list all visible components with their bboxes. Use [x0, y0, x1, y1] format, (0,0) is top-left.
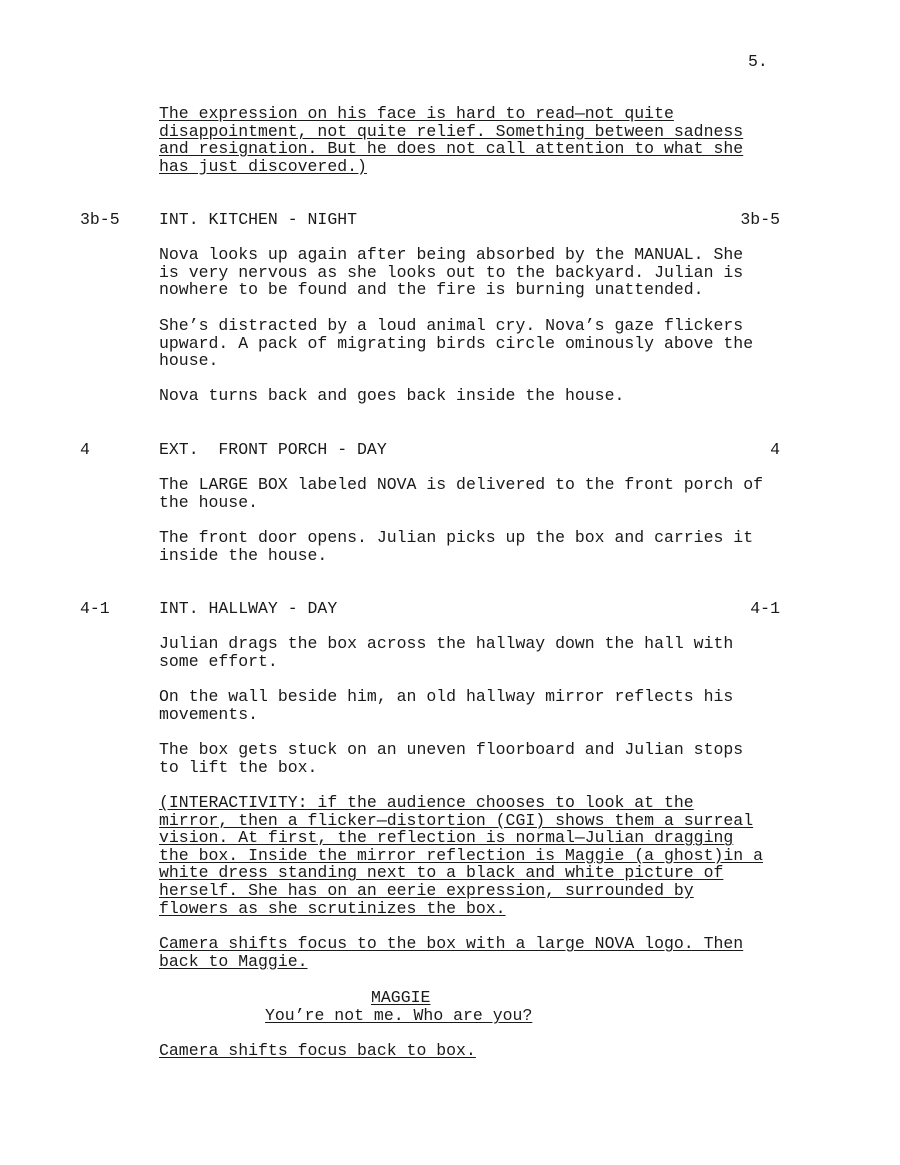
action-paragraph: Julian drags the box across the hallway down the hall with some effort. — [159, 634, 734, 671]
scene-number-left: 3b-5 — [80, 210, 120, 229]
action-intro: The expression on his face is hard to read—not quite disappointment, not quite relief. Something between sadness and resignation. But he does not call attention to what she has just discovered.) — [159, 104, 744, 176]
dialogue-line: You’re not me. Who are you? — [265, 1006, 533, 1025]
action-paragraph: Camera shifts focus to the box with a large NOVA logo. Then back to Maggie. — [159, 934, 744, 971]
interactivity-note: (INTERACTIVITY: if the audience chooses to look at the mirror, then a flicker—distortion (CGI) shows them a surreal vision. At first, the reflection is normal—Julian dragging the box. Inside the mirror reflection is Maggie (a ghost)in a white dress standing next to a black and white picture of herself. She has on an eerie expression, surrounded by flowers as she scrutinizes the box. — [159, 793, 763, 918]
page-number: 5. — [748, 52, 768, 71]
action-paragraph: Camera shifts focus back to box. — [159, 1041, 476, 1060]
scene-number-right: 4-1 — [750, 599, 780, 618]
action-paragraph: The box gets stuck on an uneven floorboard and Julian stops to lift the box. — [159, 740, 744, 777]
action-paragraph: Nova turns back and goes back inside the house. — [159, 386, 625, 405]
character-name: MAGGIE — [371, 988, 431, 1007]
scene-heading: INT. HALLWAY - DAY — [159, 599, 338, 618]
action-paragraph: She’s distracted by a loud animal cry. Nova’s gaze flickers upward. A pack of migrating birds circle ominously above the house. — [159, 316, 754, 371]
scene-heading: EXT. FRONT PORCH - DAY — [159, 440, 387, 459]
scene-number-left: 4 — [80, 440, 90, 459]
action-paragraph: The front door opens. Julian picks up the box and carries it inside the house. — [159, 528, 754, 565]
action-paragraph: Nova looks up again after being absorbed by the MANUAL. She is very nervous as she looks out to the backyard. Julian is nowhere to be found and the fire is burning unattended. — [159, 245, 744, 300]
action-paragraph: On the wall beside him, an old hallway mirror reflects his movements. — [159, 687, 734, 724]
scene-heading: INT. KITCHEN - NIGHT — [159, 210, 358, 229]
scene-number-left: 4-1 — [80, 599, 110, 618]
action-paragraph: The LARGE BOX labeled NOVA is delivered to the front porch of the house. — [159, 475, 763, 512]
scene-number-right: 3b-5 — [740, 210, 780, 229]
scene-number-right: 4 — [770, 440, 780, 459]
